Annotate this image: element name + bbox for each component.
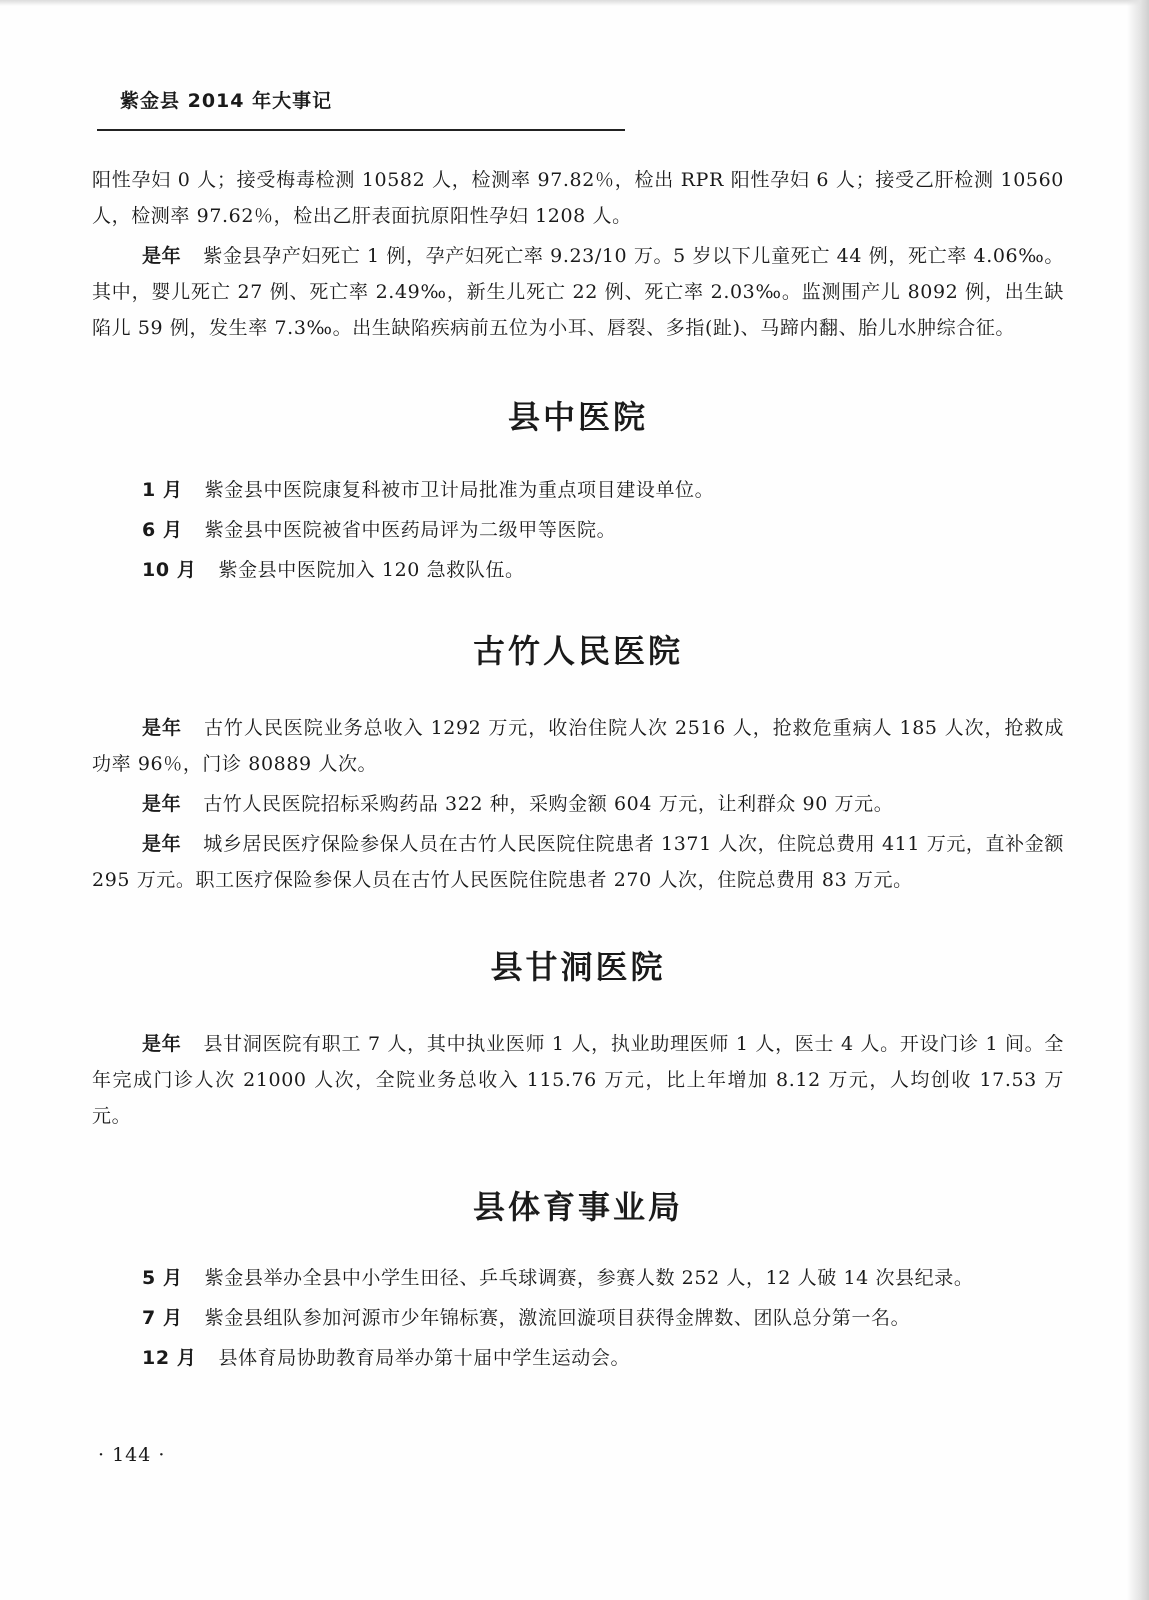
event-item — [92, 470, 1064, 510]
running-title: 紫金县 2014 年大事记 — [120, 90, 333, 112]
event-text: 紫金县举办全县中小学生田径、乒乓球调赛，参赛人数 252 人，12 人破 14 次县纪录。 — [204, 1267, 974, 1289]
scan-edge-top — [0, 0, 1149, 6]
event-text: 紫金县中医院被省中医药局评为二级甲等医院。 — [204, 519, 617, 541]
event-text: 紫金县组队参加河源市少年锦标赛，激流回漩项目获得金牌数、团队总分第一名。 — [204, 1307, 911, 1329]
event-month: 7 月 — [142, 1307, 183, 1329]
section-title-gandong-hospital: 县甘洞医院 — [490, 948, 666, 986]
entry-text: 县甘洞医院有职工 7 人，其中执业医师 1 人，执业助理医师 1 人，医士 4 人。开设门诊 1 间。全年完成门诊人次 21000 人次，全院业务总收入 115.76 万元，比上年增加 8.12 万元，人均创收 17.53 万元。 — [92, 1033, 1065, 1127]
year-entry-paragraph — [92, 1026, 1064, 1134]
event-item — [92, 1258, 1064, 1298]
entry-text: 紫金县孕产妇死亡 1 例，孕产妇死亡率 9.23/10 万。5 岁以下儿童死亡 44 例，死亡率 4.06‰。其中，婴儿死亡 27 例、死亡率 2.49‰，新生儿死亡 22 例、死亡率 2.03‰。监测围产儿 8092 例，出生缺陷儿 59 例，发生率 7.3‰。出生缺陷疾病前五位为小耳、唇裂、多指(趾)、马蹄内翻、胎儿水肿综合征。 — [92, 245, 1065, 339]
event-month: 6 月 — [142, 519, 183, 541]
entry-lead: 是年 — [142, 1033, 182, 1055]
entry-text: 古竹人民医院招标采购药品 322 种，采购金额 604 万元，让利群众 90 万元。 — [203, 793, 894, 815]
scan-edge-right — [1127, 0, 1149, 1600]
event-text: 紫金县中医院加入 120 急救队伍。 — [218, 559, 525, 581]
event-item — [92, 510, 1064, 550]
section-title-guzhu-hospital: 古竹人民医院 — [472, 632, 683, 670]
event-month: 5 月 — [142, 1267, 183, 1289]
event-text: 紫金县中医院康复科被市卫计局批准为重点项目建设单位。 — [204, 479, 715, 501]
event-item — [92, 1298, 1064, 1338]
year-entry-paragraph — [92, 710, 1064, 782]
entry-lead: 是年 — [142, 717, 182, 739]
entry-lead: 是年 — [142, 833, 182, 855]
year-entry-paragraph — [92, 786, 1064, 822]
event-month: 10 月 — [142, 559, 197, 581]
continuation-paragraph: 阳性孕妇 0 人；接受梅毒检测 10582 人，检测率 97.82％，检出 RPR 阳性孕妇 6 人；接受乙肝检测 10560 人，检测率 97.62％，检出乙肝表面抗原阳性孕妇 1208 人。 — [92, 169, 1064, 227]
event-text: 县体育局协助教育局举办第十届中学生运动会。 — [218, 1347, 631, 1369]
entry-lead: 是年 — [142, 793, 182, 815]
event-item — [92, 1338, 1064, 1378]
year-entry-paragraph — [92, 826, 1064, 898]
event-month: 12 月 — [142, 1347, 197, 1369]
page-body — [92, 162, 1064, 1378]
event-month: 1 月 — [142, 479, 183, 501]
section-title-sports-bureau: 县体育事业局 — [472, 1188, 683, 1226]
entry-text: 城乡居民医疗保险参保人员在古竹人民医院住院患者 1371 人次，住院总费用 411 万元，直补金额 295 万元。职工医疗保险参保人员在古竹人民医院住院患者 270 人次，住院总费用 83 万元。 — [92, 833, 1064, 891]
page-number: · 144 · — [98, 1444, 166, 1466]
header-rule — [97, 129, 625, 131]
entry-lead: 是年 — [142, 245, 182, 267]
event-item — [92, 550, 1064, 590]
entry-text: 古竹人民医院业务总收入 1292 万元，收治住院人次 2516 人，抢救危重病人 185 人次，抢救成功率 96％，门诊 80889 人次。 — [92, 717, 1065, 775]
year-entry-paragraph — [92, 238, 1064, 346]
section-title-tcm-hospital: 县中医院 — [507, 398, 648, 436]
